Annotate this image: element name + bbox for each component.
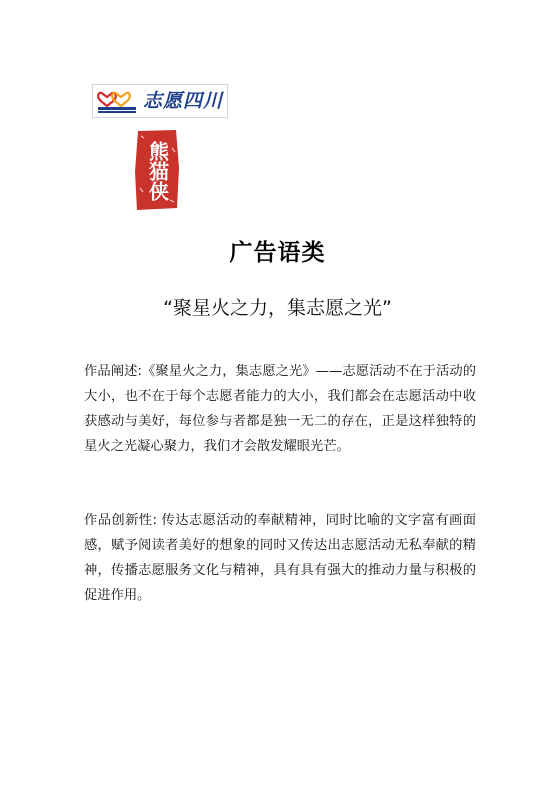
innovation-paragraph: 作品创新性: 传达志愿活动的奉献精神，同时比喻的文字富有画面感，赋予阅读者美好的想象的同时又传达出志愿活动无私奉献的精神，传播志愿服务文化与精神，具有具有强大的推动力量与积极的促进作用。 xyxy=(84,513,476,603)
panda-seal-stamp xyxy=(132,128,182,212)
heart-logo-icon xyxy=(97,88,139,114)
slogan: “聚星火之力，集志愿之光” xyxy=(163,297,392,319)
page-title: 广告语类 xyxy=(229,240,326,266)
seal-text: 熊猫侠 xyxy=(145,141,170,201)
volunteer-sichuan-logo xyxy=(92,84,228,118)
description-paragraph: 作品阐述:《聚星火之力，集志愿之光》——志愿活动不在于活动的大小，也不在于每个志愿者能力的大小，我们都会在志愿活动中收获感动与美好，每位参与者都是独一无二的存在，正是这样独特的星火之光凝心聚力，我们才会散发耀眼光芒。 xyxy=(84,364,476,454)
logo-wordmark: 志愿四川 xyxy=(143,89,224,112)
